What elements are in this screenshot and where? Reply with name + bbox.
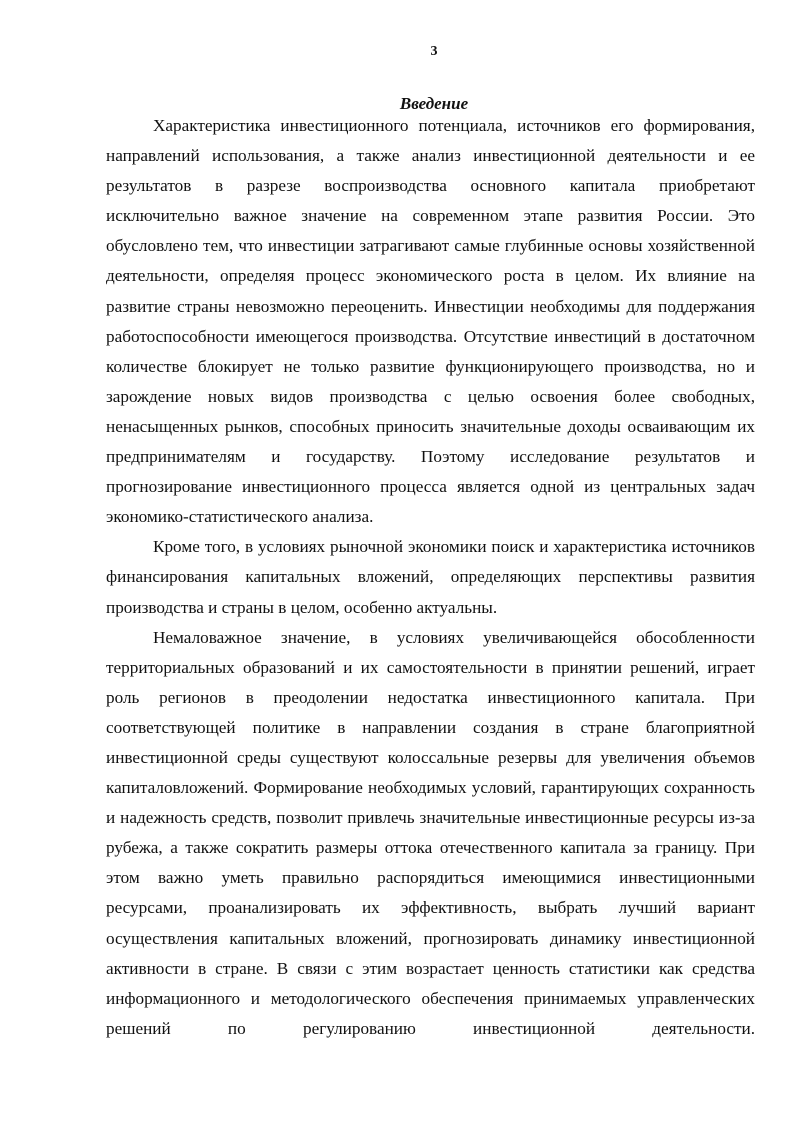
section-heading: Введение [399, 94, 469, 113]
paragraph-1: Характеристика инвестиционного потенциала, источников его формирования, направлений использования, а также анализ инвестиционной деятельности и ее результатов в разрезе воспроизводства основного капитала приобретают исключительно важное значение на современном этапе развития России. Это обусловлено тем, что инвестиции затрагивают самые глубинные основы хозяйственной деятельности, определяя процесс экономического роста в целом. Их влияние на развитие страны невозможно переоценить. Инвестиции необходимы для поддержания работоспособности имеющегося производства. Отсутствие инвестиций в достаточном количестве блокирует не только развитие функционирующего производства, но и зарождение новых видов производства с целью освоения более свободных, ненасыщенных рынков, способных приносить значительные доходы осваивающим их предпринимателям и государству. Поэтому исследование результатов и прогнозирование инвестиционного процесса является одной из центральных задач экономико-статистического анализа. [106, 116, 755, 527]
page-number: 3 [430, 44, 438, 59]
paragraph-3: Немаловажное значение, в условиях увеличивающейся обособленности территориальных образований и их самостоятельности в принятии решений, играет роль регионов в преодолении недостатка инвестиционного капитала. При соответствующей политике в направлении создания в стране благоприятной инвестиционной среды существуют колоссальные резервы для увеличения объемов капиталовложений. Формирование необходимых условий, гарантирующих сохранность и надежность средств, позволит привлечь значительные инвестиционные ресурсы из-за рубежа, а также сократить размеры оттока отечественного капитала за границу. При этом важно уметь правильно распорядиться имеющимися инвестиционными ресурсами, проанализировать их эффективность, выбрать лучший вариант осуществления капитальных вложений, прогнозировать динамику инвестиционной активности в стране. В связи с этим возрастает ценность статистики как средства информационного и методологического обеспечения принимаемых управленческих решений по регулированию инвестиционной деятельности. [106, 627, 755, 1038]
paragraph-2: Кроме того, в условиях рыночной экономики поиск и характеристика источников финансирования капитальных вложений, определяющих перспективы развития производства и страны в целом, особенно актуальны. [106, 537, 755, 617]
body-text [106, 111, 755, 1044]
